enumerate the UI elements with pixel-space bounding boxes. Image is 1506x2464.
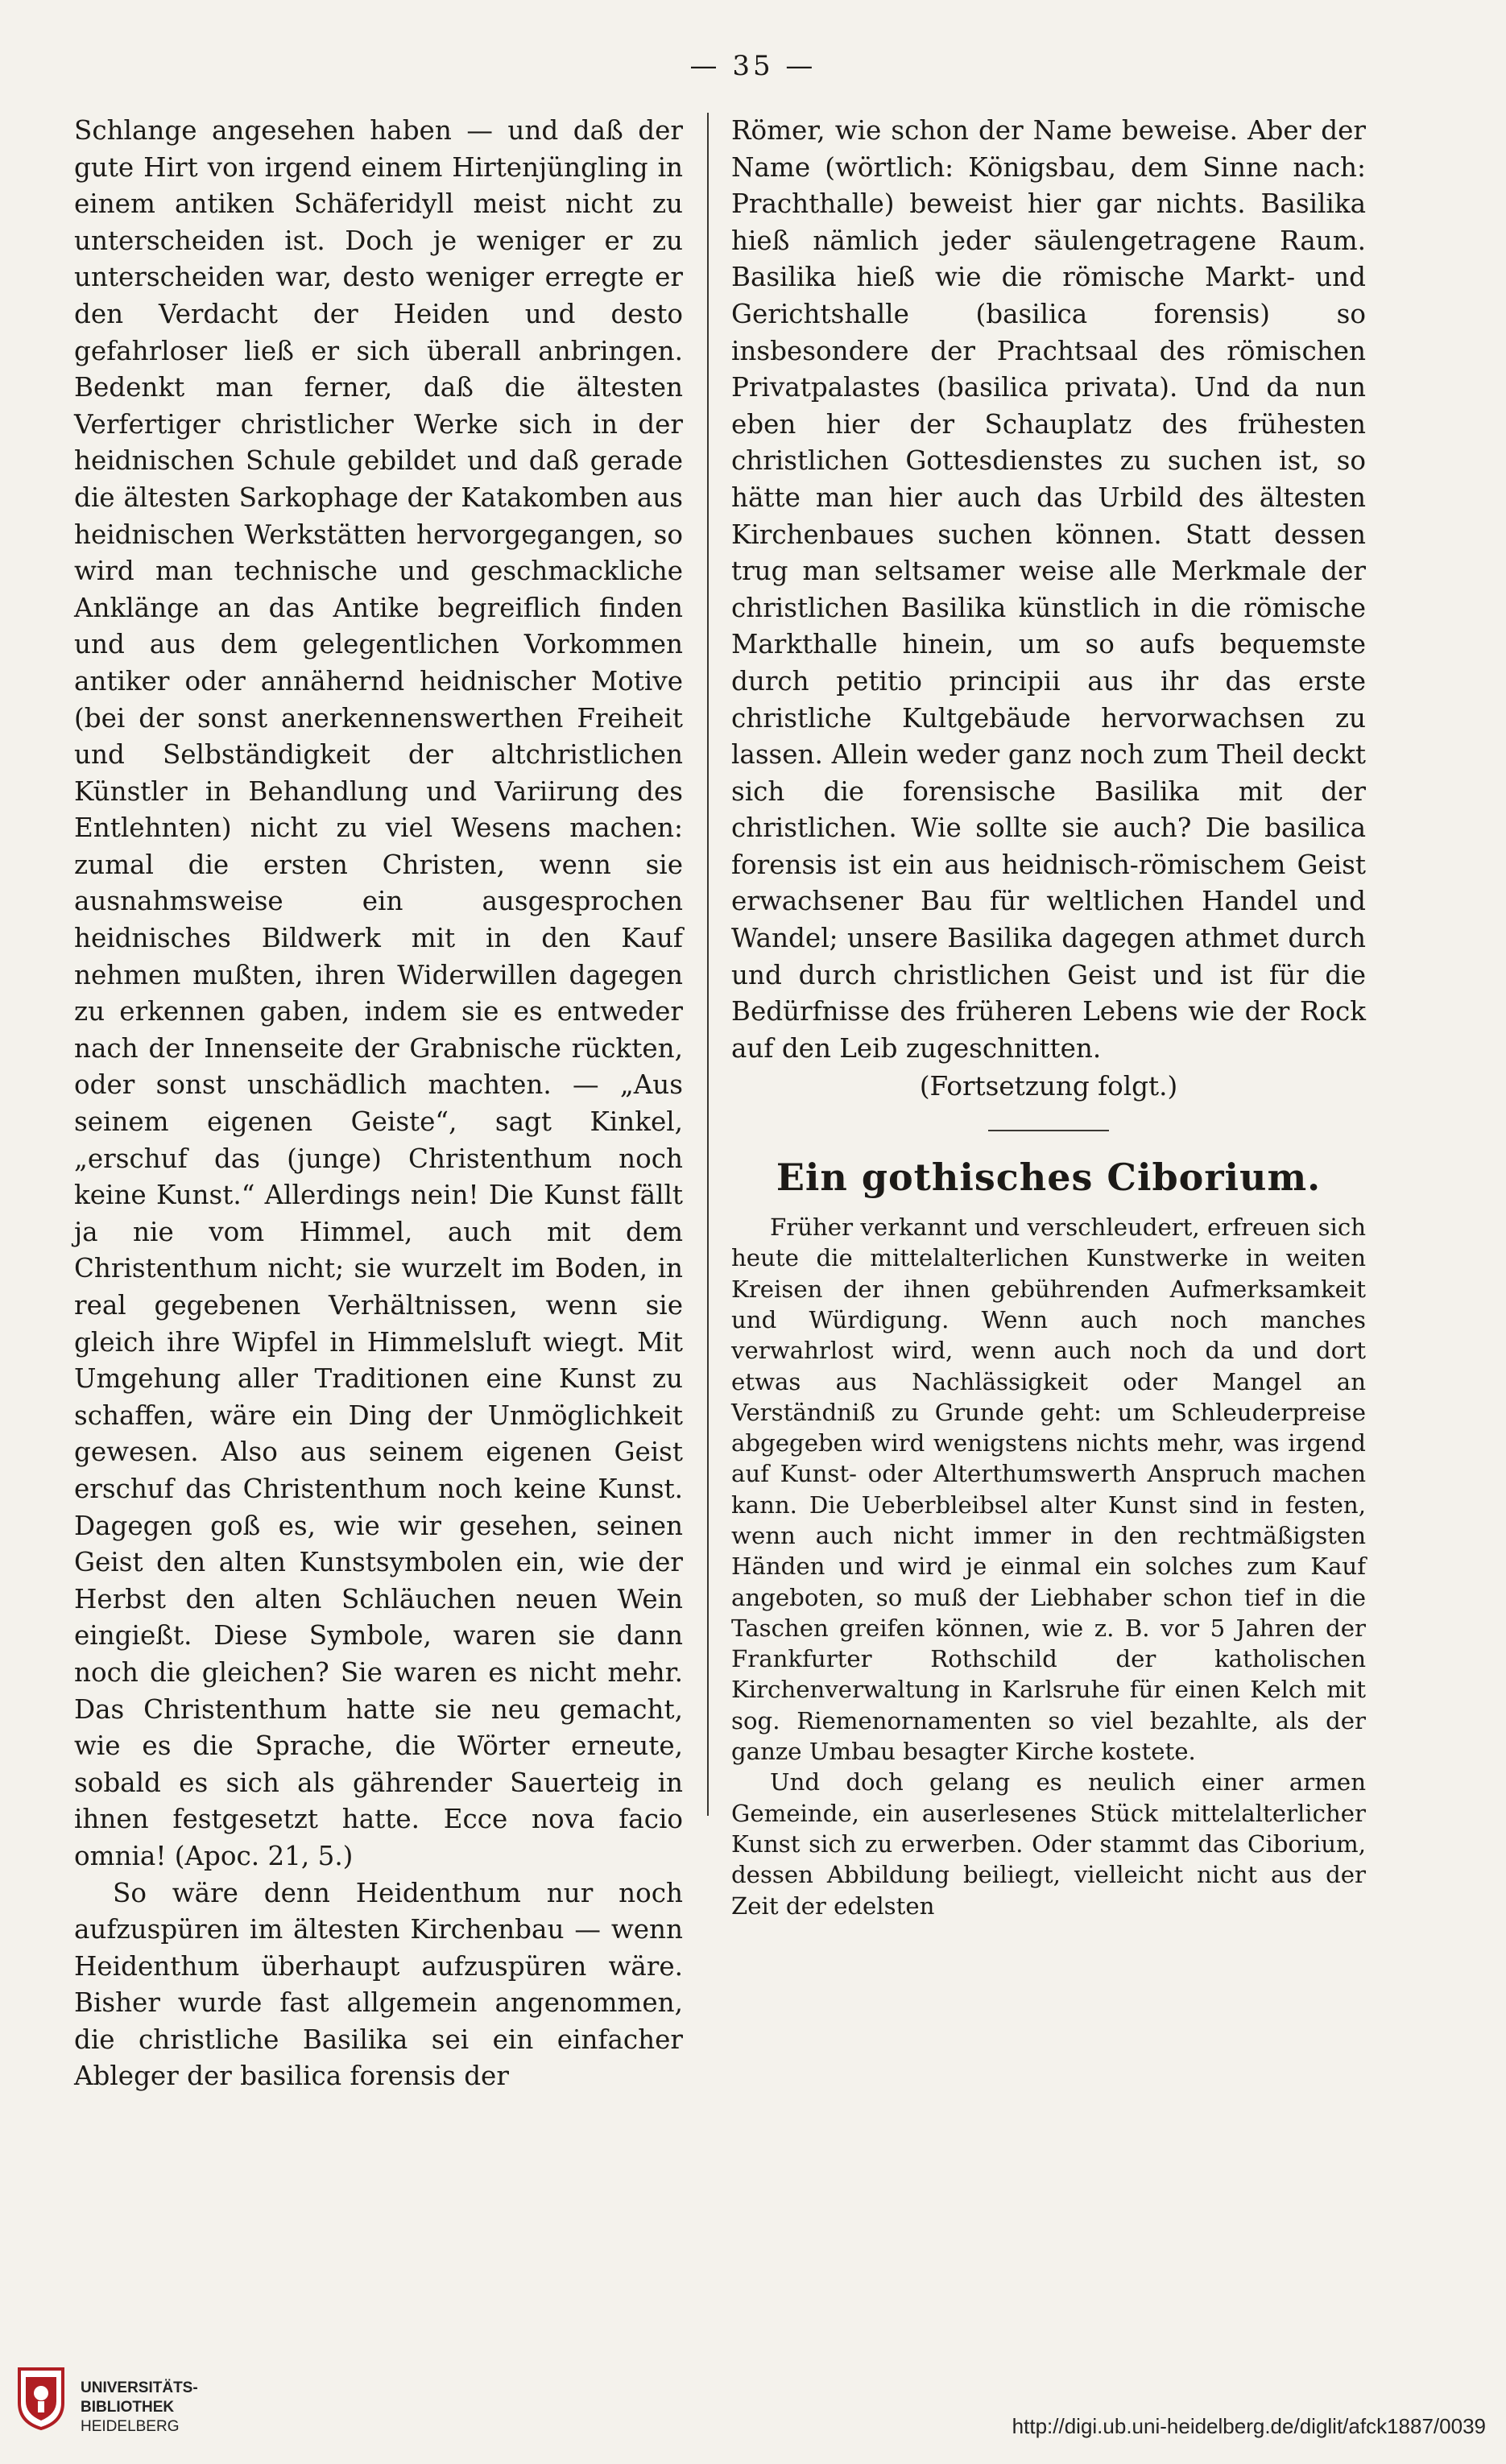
left-paragraph-1: Schlange angesehen haben — und daß der gute Hirt von irgend einem Hirtenjüngling in einem antiken Schäferidyll meist nicht zu unterscheiden ist. Doch je weniger er zu unterscheiden war, desto weniger erregte er den Verdacht der Heiden und desto gefahrloser ließ er sich überall anbringen. Bedenkt man ferner, daß die ältesten Verfertiger christlicher Werke sich in der heidnischen Schule gebildet und daß gerade die ältesten Sarkophage der Katakomben aus heidnischen Werkstätten hervorgegangen, so wird man technische und geschmackliche Anklänge an das Antike begreiflich finden und aus dem gelegentlichen Vorkommen antiker oder annähernd heidnischer Motive (bei der sonst anerkennenswerthen Freiheit und Selbständigkeit der altchristlichen Künstler in Behandlung und Variirung des Entlehnten) nicht zu viel Wesens machen: zumal die ersten Christen, wenn sie ausnahmsweise ein ausgesprochen heidnisches Bildwerk mit in den Kauf nehmen mußten, ihren Widerwillen dagegen zu erkennen gaben, indem sie es entweder nach der Innenseite der Grabnische rückten, oder sonst unschädlich machten. — „Aus seinem eigenen Geiste“, sagt Kinkel, „erschuf das (junge) Christenthum noch keine Kunst.“ Allerdings nein! Die Kunst fällt ja nie vom Himmel, auch mit dem Christenthum nicht; sie wurzelt im Boden, in real gegebenen Verhältnissen, wenn sie gleich ihre Wipfel in Himmelsluft wiegt. Mit Umgehung aller Traditionen eine Kunst zu schaffen, wäre ein Ding der Unmöglichkeit gewesen. Also aus seinem eigenen Geist erschuf das Christenthum noch keine Kunst. Dagegen goß es, wie wir gesehen, seinen Geist den alten Kunstsymbolen ein, wie der Herbst den alten Schläuchen neuen Wein eingießt. Diese Symbole, waren sie dann noch die gleichen? Sie waren es nicht mehr. Das Christenthum hatte sie neu gemacht, wie es die Sprache, die Wörter erneute, sobald es sich als gährender Sauerteig in ihnen festgesetzt hatte. Ecce nova facio omnia! (Apoc. 21, 5.) — [74, 115, 683, 1871]
library-logo-text — [81, 2379, 198, 2437]
right-column — [731, 113, 1366, 1921]
article-paragraph-1: Früher verkannt und verschleudert, erfreuen sich heute die mittelalterlichen Kunstwerke in weiten Kreisen der ihnen gebührenden Aufmerksamkeit und Würdigung. Wenn auch noch manches verwahrlost wird, wenn auch noch da und dort etwas aus Nachlässigkeit oder Mangel an Verständniß zu Grunde geht: um Schleuderpreise abgegeben wird wenigstens nichts mehr, was irgend auf Kunst- oder Alterthumswerth Anspruch machen kann. Die Ueberbleibsel alter Kunst sind in festen, wenn auch nicht immer in den rechtmäßigsten Händen und wird je einmal ein solches zum Kauf angeboten, so muß der Liebhaber schon tief in die Taschen greifen können, wie z. B. vor 5 Jahren der Frankfurter Rothschild der katholischen Kirchenverwaltung in Karlsruhe für einen Kelch mit sog. Riemenornamenten so viel bezahlte, als der ganze Umbau besagter Kirche kostete. — [731, 1213, 1366, 1766]
left-paragraph-2: So wäre denn Heidenthum nur noch aufzuspüren im ältesten Kirchenbau — wenn Heidenthum überhaupt aufzuspüren wäre. Bisher wurde fast allgemein angenommen, die christliche Basilika sei ein einfacher Ableger der basilica forensis der — [74, 1877, 683, 2092]
right-paragraph-1: Römer, wie schon der Name beweise. Aber der Name (wörtlich: Königsbau, dem Sinne nach: Prachthalle) beweist hier gar nichts. Basilika hieß nämlich jeder säulengetragene Raum. Basilika hieß wie die römische Markt- und Gerichtshalle (basilica forensis) so insbesondere der Prachtsaal des römischen Privatpalastes (basilica privata). Und da nun eben hier der Schauplatz des frühesten christlichen Gottesdienstes zu suchen ist, so hätte man hier auch das Urbild des ältesten Kirchenbaues suchen können. Statt dessen trug man seltsamer weise alle Merkmale der christlichen Basilika künstlich in die römische Markthalle hinein, um so aufs bequemste durch petitio principii aus ihr das erste christliche Kultgebäude hervorwachsen zu lassen. Allein weder ganz noch zum Theil deckt sich die forensische Basilika mit der christlichen. Wie sollte sie auch? Die basilica forensis ist ein aus heidnisch-römischem Geist erwachsener Bau für weltlichen Handel und Wandel; unsere Basilika dagegen athmet durch und durch christlichen Geist und ist für die Bedürfnisse des früheren Lebens wie der Rock auf den Leib zugeschnitten. — [731, 115, 1366, 1064]
page-number: — 35 — — [689, 50, 817, 82]
section-divider — [988, 1130, 1109, 1131]
left-column — [74, 113, 683, 2095]
continuation-note: (Fortsetzung folgt.) — [919, 1071, 1178, 1102]
university-seal-icon — [16, 2366, 66, 2430]
logo-line-2: BIBLIOTHEK — [81, 2399, 175, 2416]
article-paragraph-2: Und doch gelang es neulich einer armen Gemeinde, ein auserlesenes Stück mittelalterlicher Kunst sich zu erwerben. Oder stammt das Ciborium, dessen Abbildung beiliegt, vielleicht nicht aus der Zeit der edelsten — [731, 1768, 1366, 1920]
footer — [0, 2351, 1506, 2464]
logo-line-3: HEIDELBERG — [81, 2418, 180, 2435]
source-url[interactable]: http://digi.ub.uni-heidelberg.de/diglit/afck1887/0039 — [1012, 2414, 1486, 2438]
column-divider — [707, 113, 709, 1816]
article-title: Ein gothisches Ciborium. — [776, 1156, 1322, 1200]
logo-line-1: UNIVERSITÄTS- — [81, 2379, 198, 2396]
